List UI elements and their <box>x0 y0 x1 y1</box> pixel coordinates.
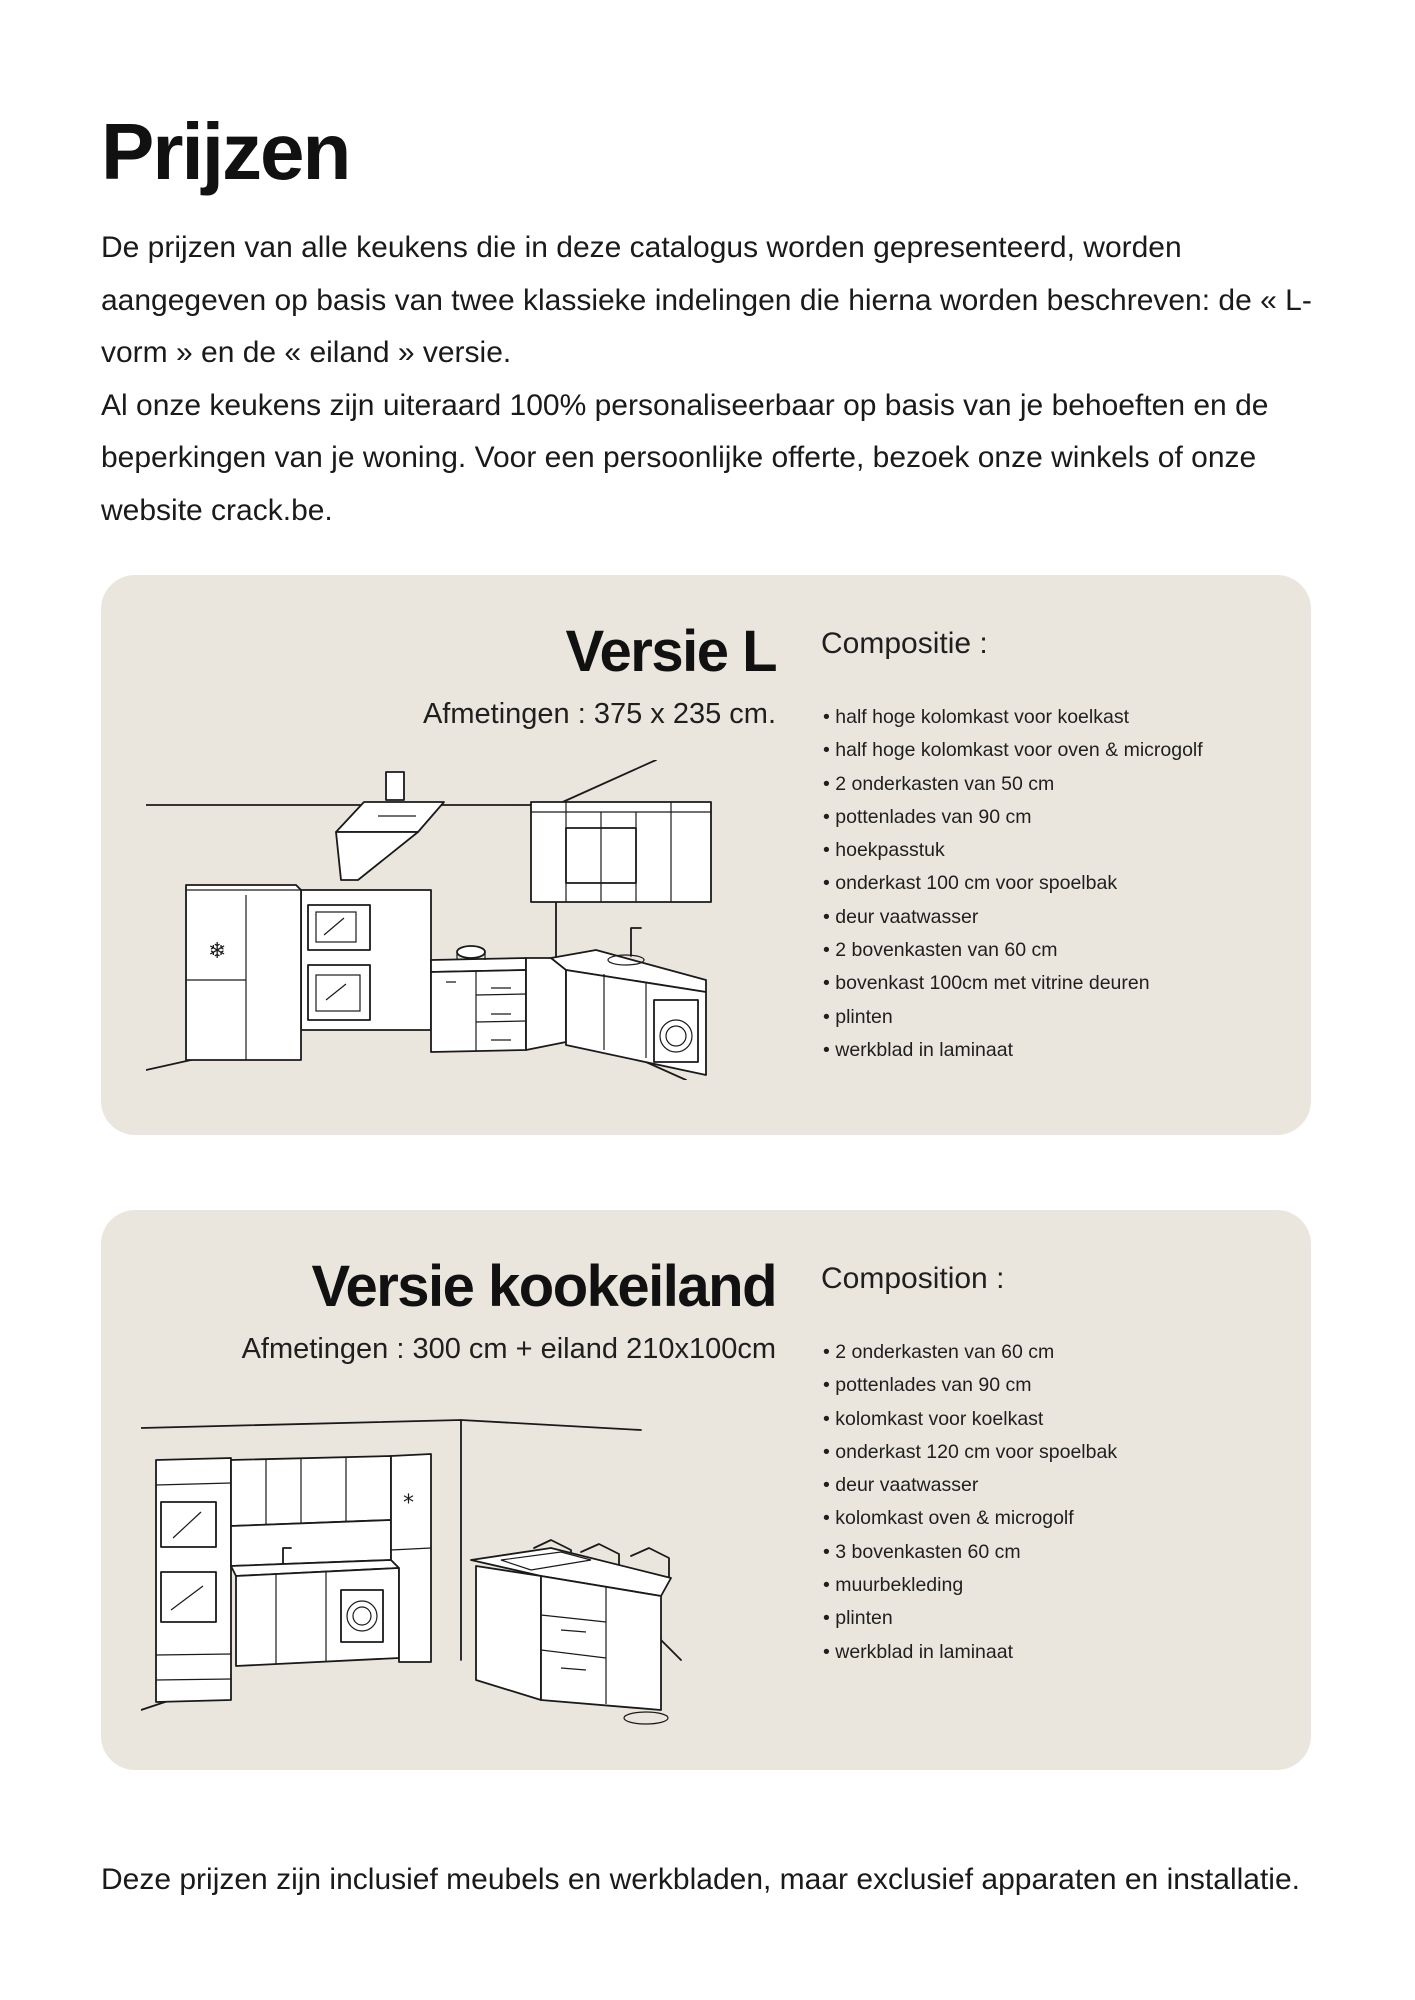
composition-item: • onderkast 120 cm voor spoelbak <box>823 1436 1117 1469</box>
version-title: Versie kookeiland <box>311 1254 776 1319</box>
composition-item: • 3 bovenkasten 60 cm <box>823 1536 1117 1569</box>
composition-item: • plinten <box>823 1602 1117 1635</box>
l-kitchen-illustration <box>146 760 716 1080</box>
svg-text:*: * <box>403 1491 414 1516</box>
composition-item: • 2 onderkasten van 50 cm <box>823 768 1203 801</box>
composition-item: • muurbekleding <box>823 1569 1117 1602</box>
composition-item: • kolomkast oven & microgolf <box>823 1502 1117 1535</box>
composition-item: • plinten <box>823 1001 1203 1034</box>
page-title: Prijzen <box>101 107 350 196</box>
svg-text:❄: ❄ <box>208 939 227 964</box>
composition-item: • hoekpasstuk <box>823 834 1203 867</box>
composition-heading: Compositie : <box>821 627 988 660</box>
footer-note: Deze prijzen zijn inclusief meubels en werkbladen, maar exclusief apparaten en installatie. <box>101 1863 1300 1896</box>
composition-item: • deur vaatwasser <box>823 1469 1117 1502</box>
composition-item: • half hoge kolomkast voor koelkast <box>823 701 1203 734</box>
intro-text <box>101 222 1326 537</box>
composition-item: • pottenlades van 90 cm <box>823 801 1203 834</box>
version-dimensions: Afmetingen : 300 cm + eiland 210x100cm <box>241 1333 776 1365</box>
composition-list <box>823 1336 1117 1669</box>
composition-item: • half hoge kolomkast voor oven & microgolf <box>823 734 1203 767</box>
composition-item: • kolomkast voor koelkast <box>823 1403 1117 1436</box>
composition-item: • bovenkast 100cm met vitrine deuren <box>823 967 1203 1000</box>
island-kitchen-illustration <box>141 1400 721 1730</box>
version-title: Versie L <box>565 619 776 684</box>
intro-paragraph-1: De prijzen van alle keukens die in deze catalogus worden gepresenteerd, worden aangegeven op basis van twee klassieke indelingen die hierna worden beschreven: de « L-vorm » en de « eiland » versie. <box>101 231 1312 369</box>
composition-item: • werkblad in laminaat <box>823 1034 1203 1067</box>
composition-list <box>823 701 1203 1067</box>
intro-paragraph-2: Al onze keukens zijn uiteraard 100% personaliseerbaar op basis van je behoeften en de beperkingen van je woning. Voor een persoonlijke offerte, bezoek onze winkels of onze website crack.be. <box>101 388 1269 527</box>
version-dimensions: Afmetingen : 375 x 235 cm. <box>422 698 776 730</box>
composition-heading: Composition : <box>821 1262 1005 1295</box>
version-card-l <box>101 575 1311 1135</box>
composition-item: • werkblad in laminaat <box>823 1636 1117 1669</box>
composition-item: • deur vaatwasser <box>823 901 1203 934</box>
composition-item: • onderkast 100 cm voor spoelbak <box>823 867 1203 900</box>
composition-item: • 2 bovenkasten van 60 cm <box>823 934 1203 967</box>
version-card-kookeiland <box>101 1210 1311 1770</box>
composition-item: • 2 onderkasten van 60 cm <box>823 1336 1117 1369</box>
composition-item: • pottenlades van 90 cm <box>823 1369 1117 1402</box>
